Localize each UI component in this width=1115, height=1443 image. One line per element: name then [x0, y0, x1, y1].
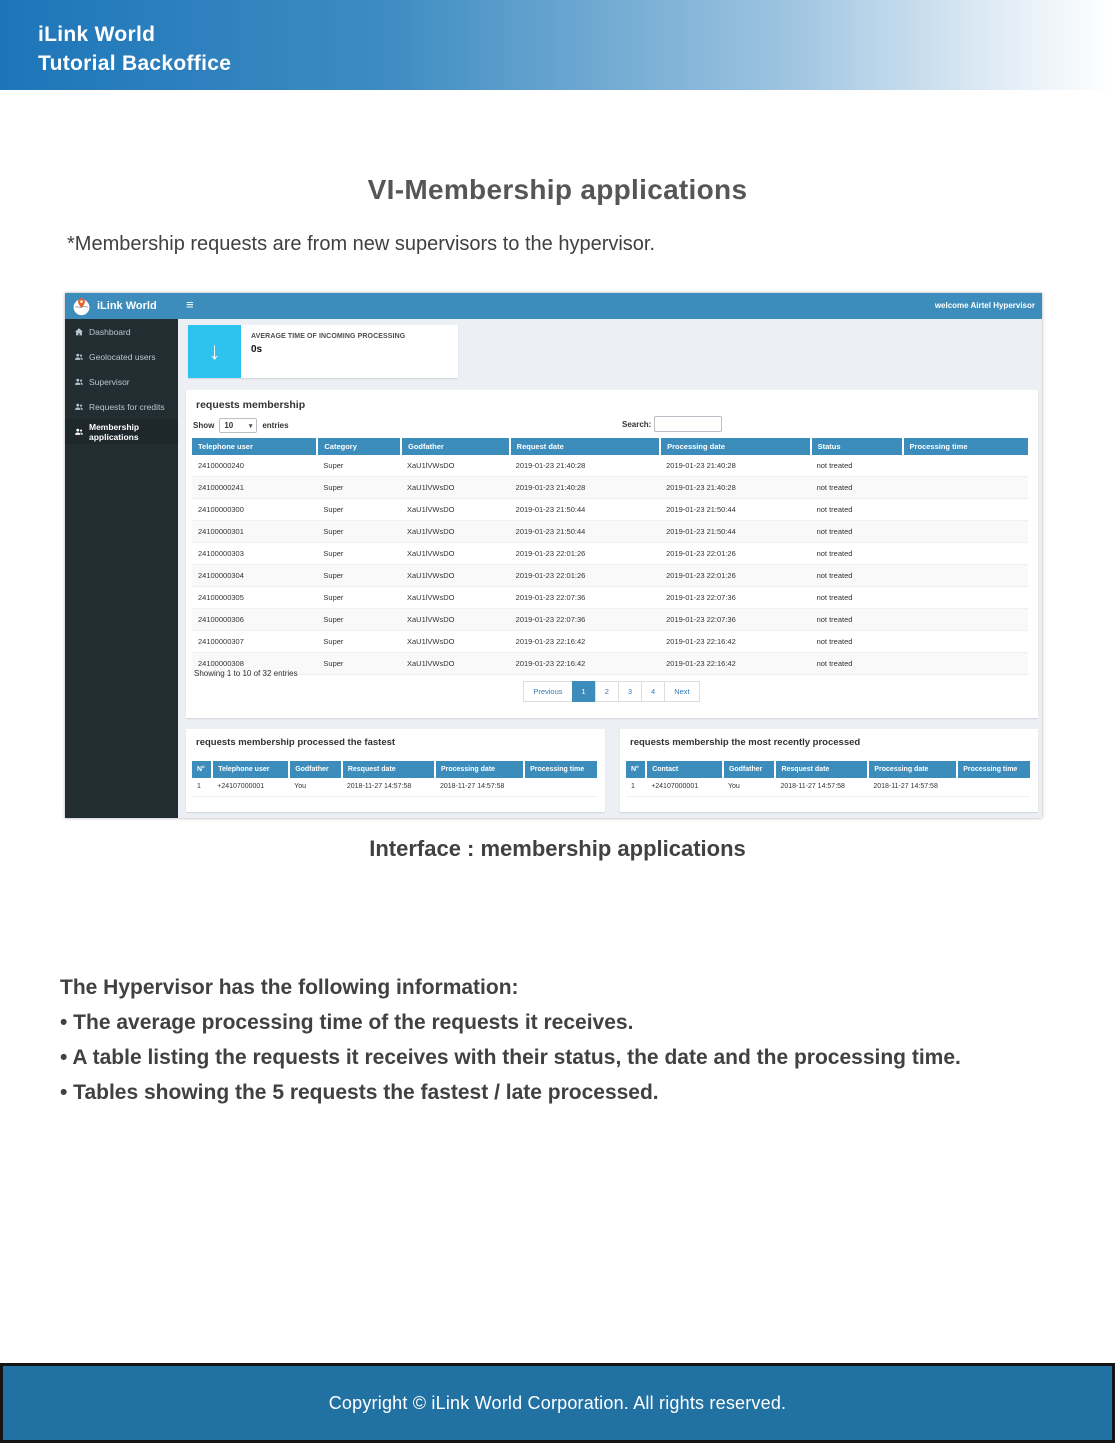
table-cell: 24100000301 — [192, 521, 317, 543]
table-cell: 2018-11-27 14:57:58 — [435, 778, 524, 796]
table-cell: 2019-01-23 22:16:42 — [660, 653, 810, 675]
figure-caption: Interface : membership applications — [369, 836, 746, 861]
page-button-4[interactable]: 4 — [641, 681, 665, 702]
table-row — [192, 477, 1028, 499]
requests-membership-panel — [186, 390, 1038, 718]
table-header-cell[interactable]: Request date — [510, 438, 660, 455]
table-cell: 24100000303 — [192, 543, 317, 565]
table-cell: 2019-01-23 22:01:26 — [510, 565, 660, 587]
users-icon — [74, 352, 84, 362]
average-time-card — [188, 325, 458, 378]
page-title: VI-Membership applications — [367, 174, 748, 205]
table-header-cell[interactable]: Processing time — [903, 438, 1028, 455]
page-button-3[interactable]: 3 — [618, 681, 642, 702]
table-row — [192, 653, 1028, 675]
users-icon — [74, 427, 84, 437]
search-group — [622, 416, 722, 432]
users-icon — [74, 377, 84, 387]
show-label: Show — [193, 421, 215, 430]
copyright-text: Copyright © iLink World Corporation. All rights reserved. — [328, 1392, 787, 1413]
table-header-cell: Contact — [646, 761, 723, 778]
table-cell — [903, 609, 1028, 631]
sidebar-item-dashboard[interactable] — [65, 319, 178, 344]
table-cell: XaU1lVWsDO — [401, 609, 510, 631]
table-cell: not treated — [811, 543, 903, 565]
table-cell: 2019-01-23 21:40:28 — [510, 455, 660, 477]
body-text — [60, 970, 1070, 1110]
body-bullet: • The average processing time of the requests it receives. — [60, 1011, 634, 1034]
table-cell: Super — [317, 543, 401, 565]
sidebar-item-geolocated-users[interactable] — [65, 344, 178, 369]
table-cell: 2019-01-23 22:01:26 — [510, 543, 660, 565]
table-cell: XaU1lVWsDO — [401, 631, 510, 653]
recent-requests-table — [626, 761, 1030, 797]
table-cell: not treated — [811, 587, 903, 609]
table-cell: Super — [317, 521, 401, 543]
table-header-cell[interactable]: Processing date — [660, 438, 810, 455]
sidebar-item-label: Requests for credits — [89, 401, 165, 412]
table-header-cell: Processing date — [868, 761, 957, 778]
table-header-cell: Godfather — [723, 761, 776, 778]
table-cell: Super — [317, 653, 401, 675]
table-row — [192, 565, 1028, 587]
table-summary: Showing 1 to 10 of 32 entries — [194, 669, 298, 678]
table-cell: Super — [317, 631, 401, 653]
table-row — [626, 778, 1030, 796]
table-cell: XaU1lVWsDO — [401, 521, 510, 543]
table-cell: You — [289, 778, 342, 796]
table-header-cell: Processing time — [524, 761, 597, 778]
table-cell: 2019-01-23 22:16:42 — [510, 653, 660, 675]
table-cell: 2019-01-23 22:07:36 — [660, 609, 810, 631]
table-cell: You — [723, 778, 776, 796]
document-footer — [0, 1363, 1115, 1443]
table-cell: 2019-01-23 22:01:26 — [660, 565, 810, 587]
table-cell — [903, 499, 1028, 521]
table-cell: not treated — [811, 455, 903, 477]
dropdown-caret-icon: ▾ — [248, 422, 253, 430]
show-entries-group — [193, 418, 289, 433]
table-cell — [903, 631, 1028, 653]
table-cell — [903, 587, 1028, 609]
table-cell — [903, 521, 1028, 543]
header-line1: iLink World — [38, 23, 156, 46]
table-cell: 2019-01-23 21:50:44 — [510, 521, 660, 543]
previous-page-button[interactable]: Previous — [523, 681, 572, 702]
table-cell: 2019-01-23 21:40:28 — [660, 455, 810, 477]
sidebar-item-membership-applications[interactable] — [65, 419, 178, 444]
stat-value: 0s — [251, 344, 263, 355]
table-cell: XaU1lVWsDO — [401, 499, 510, 521]
app-topbar — [65, 293, 1042, 319]
table-row — [192, 499, 1028, 521]
body-intro: The Hypervisor has the following information: — [60, 976, 519, 999]
app-main — [178, 319, 1042, 818]
table-header-row — [626, 761, 1030, 778]
header-line2: Tutorial Backoffice — [38, 52, 232, 75]
table-cell: not treated — [811, 565, 903, 587]
table-row — [192, 587, 1028, 609]
table-cell: 2019-01-23 21:50:44 — [660, 499, 810, 521]
table-cell: Super — [317, 609, 401, 631]
table-row — [192, 778, 597, 796]
page-button-2[interactable]: 2 — [595, 681, 619, 702]
recent-requests-panel — [620, 729, 1038, 812]
table-header-cell: N° — [192, 761, 212, 778]
document-header-text — [38, 20, 231, 78]
table-cell: 24100000307 — [192, 631, 317, 653]
table-header-cell: Godfather — [289, 761, 342, 778]
page-size-select[interactable] — [219, 418, 257, 433]
panel-title: requests membership — [196, 399, 306, 411]
table-cell: not treated — [811, 499, 903, 521]
table-cell: XaU1lVWsDO — [401, 455, 510, 477]
table-cell: XaU1lVWsDO — [401, 653, 510, 675]
table-cell: 1 — [192, 778, 212, 796]
stat-label: AVERAGE TIME OF INCOMING PROCESSING — [251, 333, 406, 340]
search-input[interactable] — [654, 416, 722, 432]
sidebar-item-label: Membership applications — [89, 421, 140, 442]
table-cell: 24100000300 — [192, 499, 317, 521]
table-cell: 24100000240 — [192, 455, 317, 477]
table-cell: 2019-01-23 22:07:36 — [510, 587, 660, 609]
panel-title: requests membership the most recently processed — [630, 737, 861, 748]
table-header-row — [192, 438, 1028, 455]
backoffice-screenshot — [65, 293, 1042, 818]
sidebar-item-label: Geolocated users — [89, 351, 156, 362]
table-cell: not treated — [811, 477, 903, 499]
panel-title: requests membership processed the fastest — [196, 737, 396, 748]
users-icon — [74, 402, 84, 412]
pagination — [186, 681, 1038, 702]
table-cell: Super — [317, 477, 401, 499]
table-cell: 1 — [626, 778, 646, 796]
table-cell: 24100000305 — [192, 587, 317, 609]
table-header-cell: Processing date — [435, 761, 524, 778]
table-cell: 2019-01-23 22:16:42 — [660, 631, 810, 653]
brand-logo-icon — [72, 297, 91, 316]
table-header-cell[interactable]: Telephone user — [192, 438, 317, 455]
table-cell: +24107000001 — [646, 778, 723, 796]
table-header-cell[interactable]: Status — [811, 438, 903, 455]
table-cell: 2018-11-27 14:57:58 — [775, 778, 868, 796]
fastest-requests-table — [192, 761, 597, 797]
requests-table — [192, 438, 1028, 675]
table-cell — [524, 778, 597, 796]
table-cell: 2019-01-23 21:40:28 — [660, 477, 810, 499]
table-row — [192, 455, 1028, 477]
sidebar-item-label: Supervisor — [89, 376, 130, 387]
table-header-cell: N° — [626, 761, 646, 778]
table-cell: +24107000001 — [212, 778, 289, 796]
table-cell: 2019-01-23 22:16:42 — [510, 631, 660, 653]
table-header-row — [192, 761, 597, 778]
table-cell: 24100000306 — [192, 609, 317, 631]
document-header — [0, 0, 1115, 90]
welcome-text: welcome Airtel Hypervisor — [934, 301, 1035, 310]
table-cell: 2019-01-23 21:40:28 — [510, 477, 660, 499]
table-header-cell[interactable]: Godfather — [401, 438, 510, 455]
sidebar-item-requests-for-credits[interactable] — [65, 394, 178, 419]
app-sidebar — [65, 319, 178, 818]
table-row — [192, 609, 1028, 631]
table-cell: not treated — [811, 521, 903, 543]
table-cell: XaU1lVWsDO — [401, 587, 510, 609]
table-cell: not treated — [811, 653, 903, 675]
table-header-cell: Processing time — [957, 761, 1030, 778]
table-cell: 24100000304 — [192, 565, 317, 587]
fastest-requests-panel — [186, 729, 605, 812]
table-header-cell: Telephone user — [212, 761, 289, 778]
datatable-controls — [186, 414, 1038, 438]
table-header-cell[interactable]: Category — [317, 438, 401, 455]
table-cell: Super — [317, 499, 401, 521]
table-cell: not treated — [811, 609, 903, 631]
table-cell: XaU1lVWsDO — [401, 477, 510, 499]
app-brand-name: iLink World — [97, 300, 157, 312]
table-cell: Super — [317, 565, 401, 587]
table-row — [192, 521, 1028, 543]
body-bullet: • A table listing the requests it receives with their status, the date and the processing time. — [60, 1046, 961, 1069]
down-arrow-icon: ↓ — [188, 325, 241, 378]
entries-label: entries — [262, 421, 289, 430]
table-cell: 2019-01-23 22:07:36 — [510, 609, 660, 631]
search-label: Search: — [622, 419, 652, 429]
table-cell: 24100000241 — [192, 477, 317, 499]
home-icon — [74, 327, 84, 337]
table-cell — [903, 565, 1028, 587]
next-page-button[interactable]: Next — [664, 681, 699, 702]
page-size-value: 10 — [224, 421, 234, 430]
table-row — [192, 631, 1028, 653]
table-cell — [903, 455, 1028, 477]
app-brand[interactable] — [65, 293, 178, 319]
sidebar-item-supervisor[interactable] — [65, 369, 178, 394]
table-cell: 2019-01-23 22:01:26 — [660, 543, 810, 565]
table-cell: Super — [317, 455, 401, 477]
table-cell: Super — [317, 587, 401, 609]
table-row — [192, 543, 1028, 565]
sidebar-item-label: Dashboard — [89, 326, 131, 337]
page-subtitle: *Membership requests are from new supervisors to the hypervisor. — [67, 233, 656, 255]
table-cell: 24100000308 — [192, 653, 317, 675]
table-cell: 2018-11-27 14:57:58 — [342, 778, 435, 796]
table-cell: 2019-01-23 22:07:36 — [660, 587, 810, 609]
table-header-cell: Resquest date — [775, 761, 868, 778]
table-cell — [903, 477, 1028, 499]
table-header-cell: Resquest date — [342, 761, 435, 778]
table-cell: 2018-11-27 14:57:58 — [868, 778, 957, 796]
table-cell: 2019-01-23 21:50:44 — [510, 499, 660, 521]
page-button-1[interactable]: 1 — [572, 681, 596, 702]
table-cell — [957, 778, 1030, 796]
table-cell: 2019-01-23 21:50:44 — [660, 521, 810, 543]
table-cell: XaU1lVWsDO — [401, 543, 510, 565]
table-cell — [903, 543, 1028, 565]
menu-icon[interactable]: ≡ — [186, 297, 194, 312]
table-cell — [903, 653, 1028, 675]
body-bullet: • Tables showing the 5 requests the fastest / late processed. — [60, 1081, 659, 1104]
table-cell: XaU1lVWsDO — [401, 565, 510, 587]
table-cell: not treated — [811, 631, 903, 653]
